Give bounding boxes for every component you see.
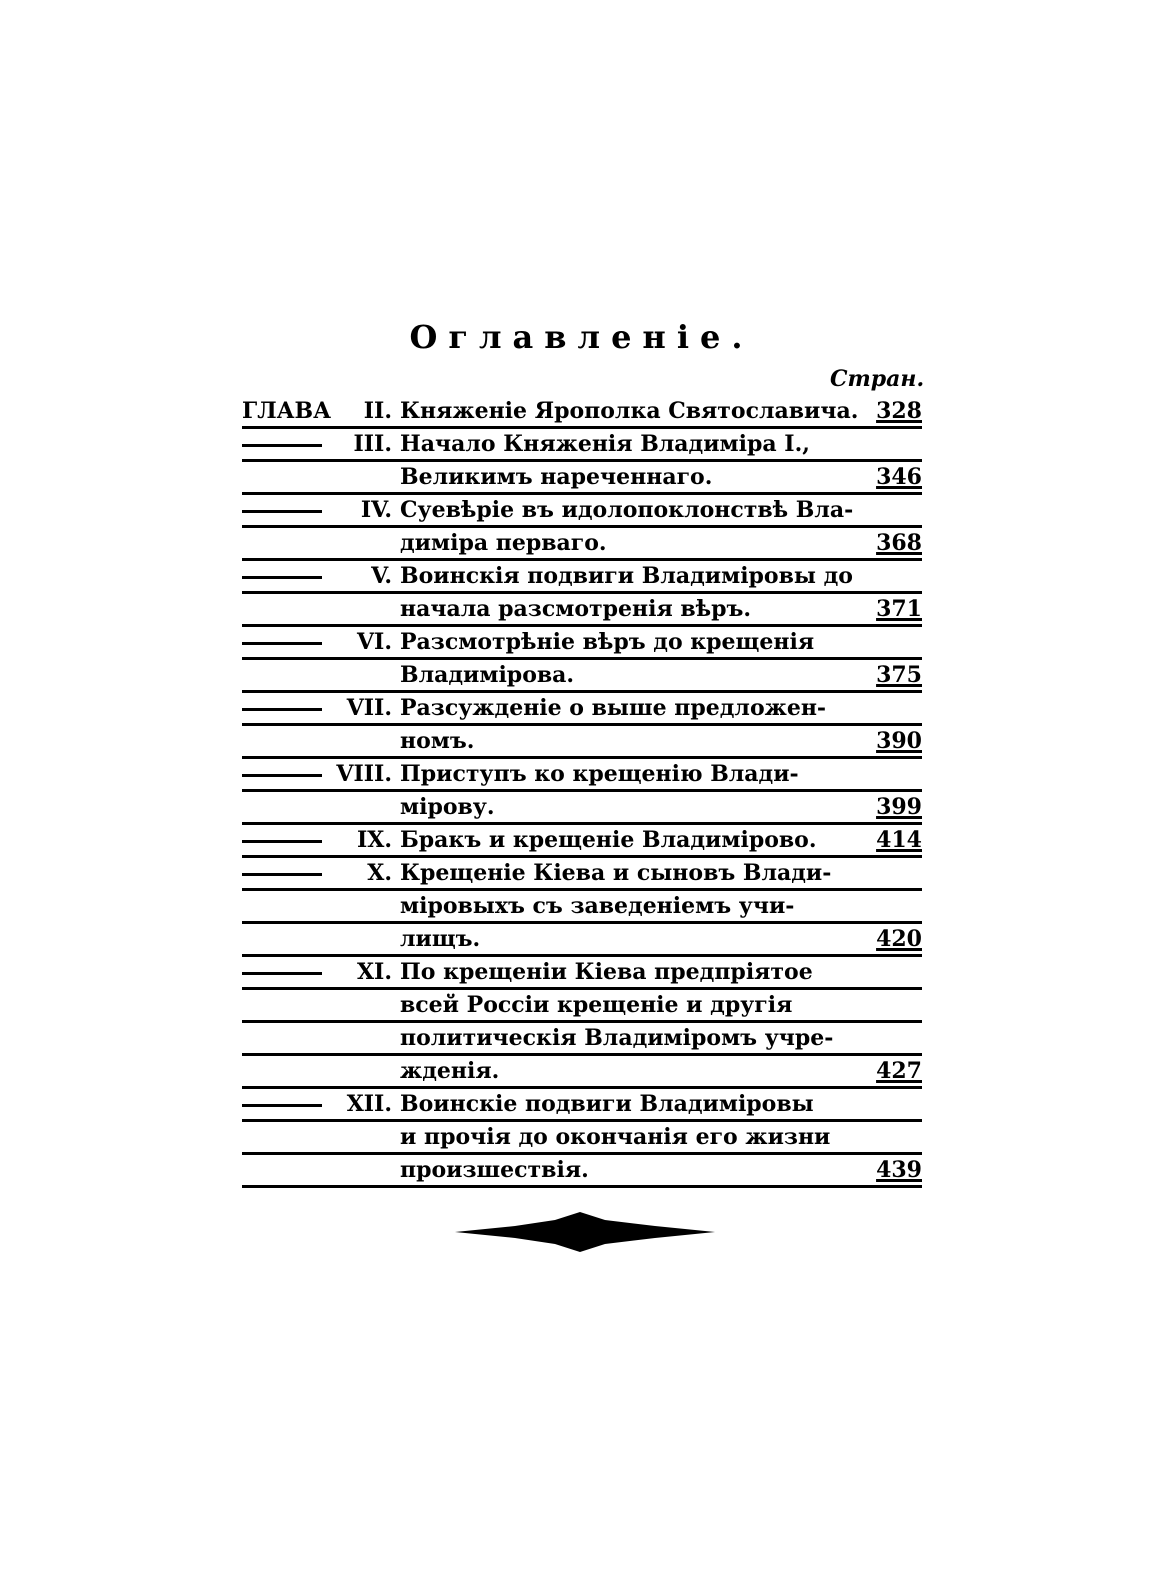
page-number: 368 bbox=[876, 530, 922, 556]
toc-entry-line bbox=[242, 825, 922, 858]
page-number: 420 bbox=[876, 926, 922, 952]
chapter-number: XI. bbox=[356, 959, 392, 985]
chapter-word: ГЛАВА bbox=[242, 398, 332, 424]
toc-entry-line bbox=[242, 759, 922, 792]
toc-entry-line bbox=[242, 660, 922, 693]
page-number: 427 bbox=[876, 1058, 922, 1084]
toc-entry-line bbox=[242, 1056, 922, 1089]
toc-entry-line bbox=[242, 396, 922, 429]
toc-entry-line bbox=[242, 1023, 922, 1056]
chapter-title-text: лищъ. bbox=[400, 926, 481, 952]
chapter-title-text: номъ. bbox=[400, 728, 475, 754]
chapter-number: XII. bbox=[346, 1091, 392, 1117]
page-number: 399 bbox=[876, 794, 922, 820]
toc-entry bbox=[242, 825, 922, 858]
toc-entry bbox=[242, 957, 922, 1089]
toc-entry bbox=[242, 627, 922, 693]
chapter-title-text: политическія Владиміромъ учре- bbox=[400, 1025, 834, 1051]
toc-entry-line bbox=[242, 858, 922, 891]
chapter-number: IX. bbox=[356, 827, 392, 853]
toc-entry-line bbox=[242, 957, 922, 990]
toc-entry-line bbox=[242, 462, 922, 495]
chapter-title-text: Приступъ ко крещенію Влади- bbox=[400, 761, 799, 787]
toc-entry-line bbox=[242, 792, 922, 825]
chapter-title-text: произшествія. bbox=[400, 1157, 589, 1183]
chapter-title-text: Княженіе Ярополка Святославича. bbox=[400, 398, 859, 424]
chapter-title-text: жденія. bbox=[400, 1058, 500, 1084]
toc-entry-line bbox=[242, 990, 922, 1023]
chapter-title-text: Разсужденіе о выше предложен- bbox=[400, 695, 827, 721]
chapter-number: VI. bbox=[356, 629, 392, 655]
toc-entry bbox=[242, 495, 922, 561]
chapter-number: V. bbox=[371, 563, 392, 589]
toc-entry bbox=[242, 693, 922, 759]
chapter-title-text: По крещеніи Кіева предпріятое bbox=[400, 959, 813, 985]
toc-entry-line bbox=[242, 429, 922, 462]
chapter-title-text: Великимъ нареченнаго. bbox=[400, 464, 713, 490]
toc-entry bbox=[242, 759, 922, 825]
toc-entry-line bbox=[242, 561, 922, 594]
page-number: 439 bbox=[876, 1157, 922, 1183]
chapter-number: IV. bbox=[360, 497, 392, 523]
page-number: 390 bbox=[876, 728, 922, 754]
chapter-number: X. bbox=[367, 860, 392, 886]
toc-entry-line bbox=[242, 1122, 922, 1155]
chapter-title-text: міровыхъ съ заведеніемъ учи- bbox=[400, 893, 795, 919]
chapter-title-text: Владимірова. bbox=[400, 662, 575, 688]
chapter-title-text: Разсмотрѣніе вѣръ до крещенія bbox=[400, 629, 815, 655]
toc-entry bbox=[242, 858, 922, 957]
chapter-title-text: Бракъ и крещеніе Владимірово. bbox=[400, 827, 817, 853]
chapter-title-text: начала разсмотренія вѣръ. bbox=[400, 596, 752, 622]
page-number: 371 bbox=[876, 596, 922, 622]
toc-entry-line bbox=[242, 693, 922, 726]
toc-entry-line bbox=[242, 1155, 922, 1188]
toc-entry-line bbox=[242, 594, 922, 627]
toc-entry-line bbox=[242, 891, 922, 924]
toc-entry-line bbox=[242, 1089, 922, 1122]
chapter-title-text: Крещеніе Кіева и сыновъ Влади- bbox=[400, 860, 832, 886]
chapter-title-text: всей Россіи крещеніе и другія bbox=[400, 992, 793, 1018]
toc-entry bbox=[242, 1089, 922, 1188]
toc-entry-line bbox=[242, 495, 922, 528]
chapter-title-text: Воинскіе подвиги Владиміровы bbox=[400, 1091, 814, 1117]
toc-entry bbox=[242, 396, 922, 429]
chapter-title-text: Суевѣріе въ идолопоклонствѣ Вла- bbox=[400, 497, 854, 523]
page-number: 375 bbox=[876, 662, 922, 688]
chapter-number: VII. bbox=[346, 695, 392, 721]
page-number: 414 bbox=[876, 827, 922, 853]
toc-entry-line bbox=[242, 726, 922, 759]
toc-entry-line bbox=[242, 528, 922, 561]
toc-entry-line bbox=[242, 627, 922, 660]
toc-entry bbox=[242, 429, 922, 495]
chapter-title-text: мірову. bbox=[400, 794, 495, 820]
chapter-title-text: и прочія до окончанія его жизни bbox=[400, 1124, 831, 1150]
page-number: 328 bbox=[876, 398, 922, 424]
chapter-number: VIII. bbox=[336, 761, 392, 787]
ornament-divider-icon bbox=[455, 1212, 715, 1252]
chapter-title-text: Начало Княженія Владиміра I., bbox=[400, 431, 810, 457]
page-number: 346 bbox=[876, 464, 922, 490]
toc-entry-line bbox=[242, 924, 922, 957]
page-column-header: Стран. bbox=[830, 366, 925, 392]
chapter-title-text: Воинскія подвиги Владиміровы до bbox=[400, 563, 853, 589]
toc-entry bbox=[242, 561, 922, 627]
chapter-number: II. bbox=[363, 398, 392, 424]
chapter-title-text: диміра перваго. bbox=[400, 530, 607, 556]
chapter-number: III. bbox=[353, 431, 392, 457]
page-title: Оглавленіе. bbox=[409, 318, 754, 356]
